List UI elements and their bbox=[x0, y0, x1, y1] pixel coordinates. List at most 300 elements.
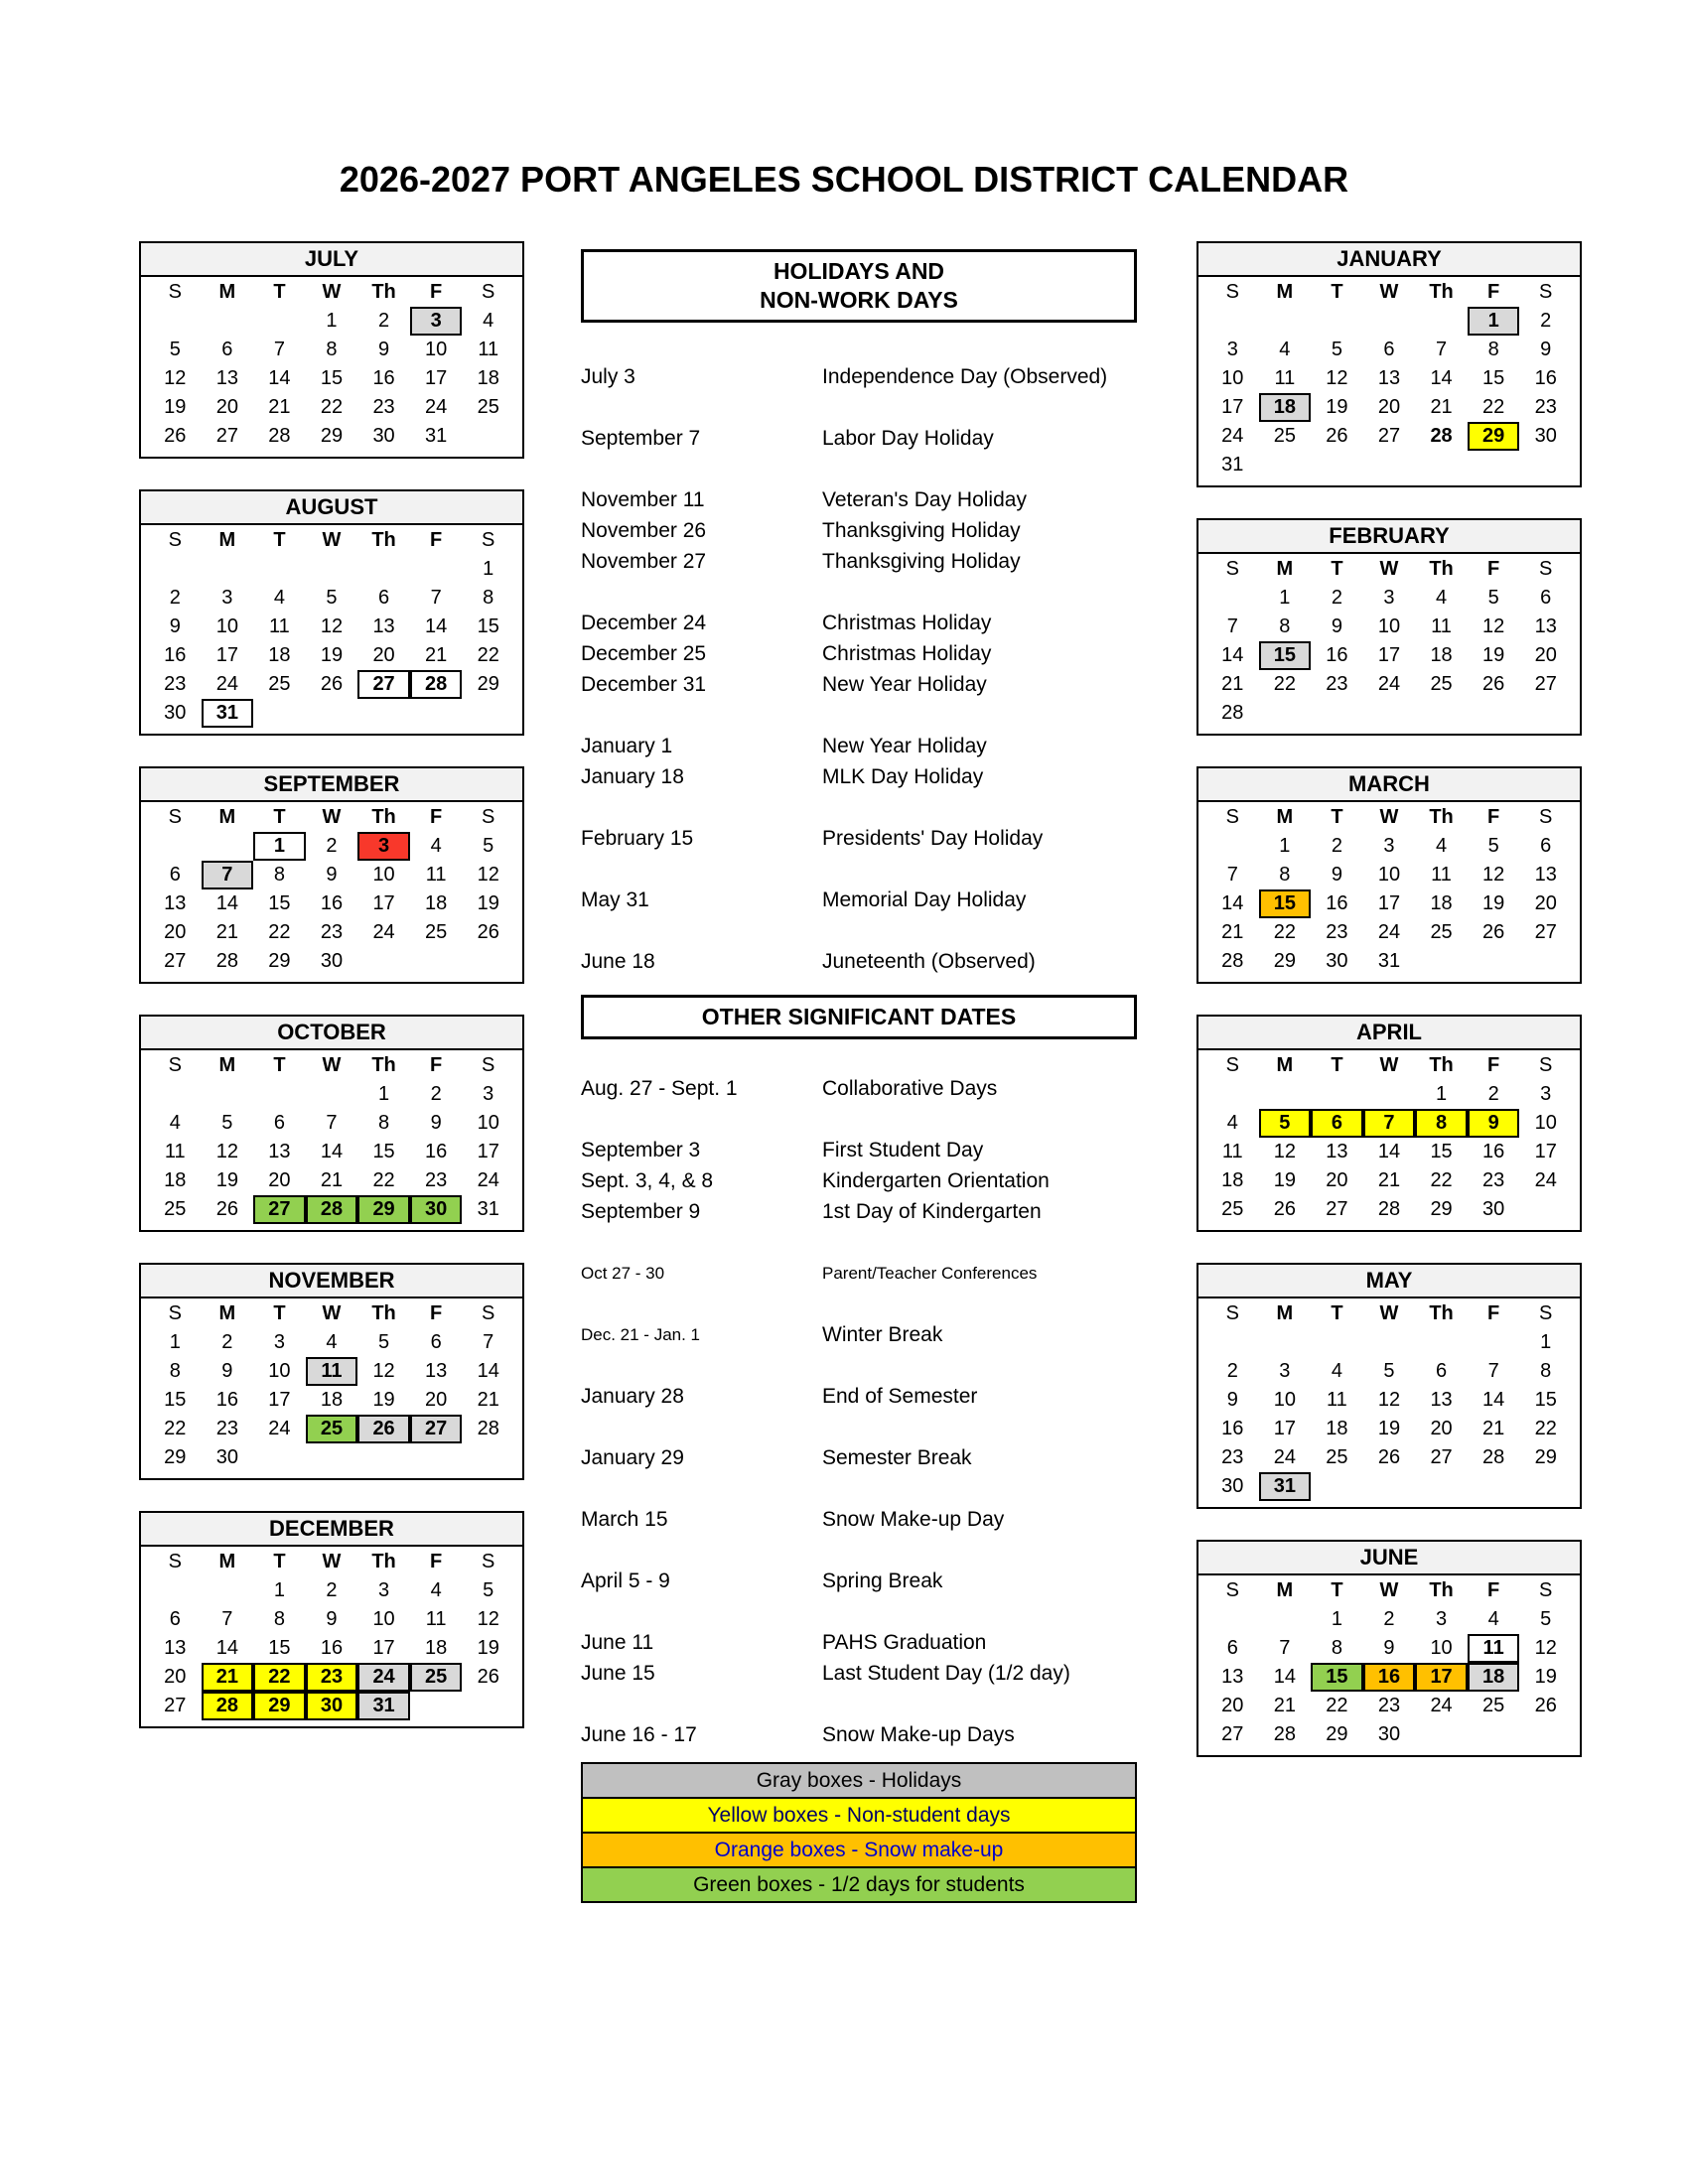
day-cell: 26 bbox=[477, 921, 499, 943]
day-cell: 2 bbox=[1331, 835, 1342, 857]
day-cell bbox=[1415, 1472, 1468, 1501]
week-row bbox=[149, 393, 514, 422]
legend bbox=[581, 1762, 1137, 1903]
weekday-label: W bbox=[1379, 806, 1399, 828]
day-cell bbox=[1468, 1328, 1520, 1357]
day-cell: 16 bbox=[320, 892, 344, 914]
week-row bbox=[149, 307, 514, 336]
weekday-label: W bbox=[322, 281, 342, 303]
day-cell: 20 bbox=[164, 1666, 187, 1688]
holiday-row bbox=[581, 515, 1137, 546]
weekday-label: S bbox=[168, 1551, 182, 1572]
weekday-label: S bbox=[1225, 1054, 1239, 1076]
day-cell: 28 bbox=[410, 670, 463, 699]
day-cell: 14 bbox=[215, 892, 238, 914]
day-cell bbox=[1259, 1080, 1312, 1109]
day-cell: 21 bbox=[320, 1169, 344, 1191]
date-text: November 11 bbox=[581, 487, 705, 511]
day-cell: 23 bbox=[425, 1169, 448, 1191]
day-cell: 2 bbox=[1540, 310, 1552, 332]
weekday-label: W bbox=[322, 1551, 342, 1572]
day-cell: 18 bbox=[164, 1169, 187, 1191]
day-cell: 23 bbox=[1326, 921, 1348, 943]
weekday-label: M bbox=[218, 806, 236, 828]
weekday-label: Th bbox=[371, 806, 396, 828]
date-text: May 31 bbox=[581, 887, 649, 911]
event-text: Last Student Day (1/2 day) bbox=[822, 1661, 1070, 1685]
day-cell: 25 bbox=[1221, 1198, 1244, 1220]
day-cell bbox=[306, 699, 358, 728]
day-cell: 3 bbox=[1279, 1360, 1291, 1382]
day-cell: 11 bbox=[425, 864, 447, 886]
day-cell: 21 bbox=[202, 1663, 254, 1692]
day-cell: 21 bbox=[425, 644, 448, 666]
day-cell: 24 bbox=[1430, 1695, 1453, 1716]
weekday-label: W bbox=[322, 806, 342, 828]
weekday-label: M bbox=[1276, 558, 1294, 580]
day-cell: 21 bbox=[1273, 1695, 1296, 1716]
day-cell bbox=[149, 832, 202, 861]
day-cell: 6 bbox=[221, 339, 233, 360]
day-cell: 11 bbox=[425, 1608, 447, 1630]
day-cell: 1 bbox=[1331, 1608, 1342, 1630]
day-cell: 15 bbox=[1534, 1389, 1557, 1411]
day-cell bbox=[1519, 451, 1572, 479]
month-may bbox=[1196, 1263, 1582, 1509]
day-cell: 6 bbox=[1540, 587, 1552, 609]
month-title: SEPTEMBER bbox=[141, 768, 522, 802]
list-gap bbox=[581, 1596, 1137, 1627]
day-cell: 3 bbox=[483, 1083, 494, 1105]
day-cell: 15 bbox=[320, 367, 344, 389]
day-cell: 8 bbox=[1331, 1637, 1342, 1659]
weekday-label: M bbox=[218, 529, 236, 551]
holiday-row bbox=[581, 608, 1137, 638]
day-cell: 30 bbox=[1221, 1475, 1244, 1497]
day-cell: 1 bbox=[169, 1331, 181, 1353]
left-month-column bbox=[139, 241, 524, 1759]
day-cell: 1 bbox=[273, 1579, 285, 1601]
event-text: New Year Holiday bbox=[822, 672, 987, 696]
day-cell bbox=[1519, 947, 1572, 976]
day-cell: 12 bbox=[1482, 615, 1505, 637]
day-cell: 28 bbox=[202, 1692, 254, 1720]
day-cell: 31 bbox=[357, 1692, 410, 1720]
week-row bbox=[149, 336, 514, 364]
day-cell: 23 bbox=[372, 396, 395, 418]
day-cell: 21 bbox=[1221, 673, 1244, 695]
day-cell: 15 bbox=[1430, 1141, 1453, 1162]
week-row bbox=[149, 1357, 514, 1386]
day-cell: 11 bbox=[1431, 615, 1452, 637]
day-cell: 19 bbox=[372, 1389, 395, 1411]
day-cell: 23 bbox=[1221, 1446, 1244, 1468]
week-row bbox=[1206, 1443, 1572, 1472]
day-cell: 26 bbox=[1482, 921, 1505, 943]
weekday-label: S bbox=[168, 1302, 182, 1324]
day-cell bbox=[1415, 307, 1468, 336]
day-cell: 14 bbox=[1221, 892, 1244, 914]
day-cell: 2 bbox=[169, 587, 181, 609]
day-cell: 1 bbox=[326, 310, 338, 332]
day-cell: 19 bbox=[215, 1169, 238, 1191]
day-cell: 5 bbox=[1331, 339, 1342, 360]
day-cell bbox=[357, 555, 410, 584]
day-cell: 6 bbox=[273, 1112, 285, 1134]
month-title: MARCH bbox=[1198, 768, 1580, 802]
date-text: January 1 bbox=[581, 734, 673, 757]
month-april bbox=[1196, 1015, 1582, 1232]
day-cell: 5 bbox=[1259, 1109, 1312, 1138]
day-cell: 15 bbox=[1259, 641, 1312, 670]
week-row bbox=[149, 1138, 514, 1166]
day-cell bbox=[1415, 1720, 1468, 1749]
weekday-header-row bbox=[149, 803, 514, 832]
weekday-label: W bbox=[1379, 1054, 1399, 1076]
day-cell: 30 bbox=[306, 1692, 358, 1720]
day-cell: 26 bbox=[1273, 1198, 1296, 1220]
weekday-label: S bbox=[168, 806, 182, 828]
weekday-header-row bbox=[149, 1051, 514, 1080]
event-text: Presidents' Day Holiday bbox=[822, 826, 1044, 850]
weekday-label: T bbox=[273, 281, 286, 303]
day-cell: 6 bbox=[1311, 1109, 1363, 1138]
day-cell: 27 bbox=[215, 425, 238, 447]
day-cell: 18 bbox=[1259, 393, 1312, 422]
weekday-label: F bbox=[430, 529, 443, 551]
weekday-label: W bbox=[1379, 1302, 1399, 1324]
week-row bbox=[1206, 1472, 1572, 1501]
day-cell: 29 bbox=[1430, 1198, 1453, 1220]
day-cell: 13 bbox=[425, 1360, 448, 1382]
day-cell: 11 bbox=[1327, 1389, 1347, 1411]
day-cell: 17 bbox=[425, 367, 448, 389]
day-cell: 29 bbox=[1468, 422, 1520, 451]
holiday-row bbox=[581, 546, 1137, 577]
day-cell: 19 bbox=[1377, 1418, 1401, 1439]
week-row bbox=[149, 832, 514, 861]
day-cell: 20 bbox=[268, 1169, 291, 1191]
day-cell bbox=[462, 699, 514, 728]
day-cell: 27 bbox=[1534, 673, 1557, 695]
significant-date-row bbox=[581, 1719, 1137, 1750]
weekday-label: Th bbox=[1429, 1054, 1454, 1076]
day-cell bbox=[1311, 1472, 1363, 1501]
day-cell: 30 bbox=[320, 950, 344, 972]
day-cell: 3 bbox=[1436, 1608, 1448, 1630]
day-cell: 20 bbox=[215, 396, 238, 418]
day-cell: 7 bbox=[202, 861, 254, 889]
week-row bbox=[149, 1166, 514, 1195]
day-cell: 21 bbox=[1482, 1418, 1505, 1439]
day-cell: 20 bbox=[425, 1389, 448, 1411]
day-cell: 25 bbox=[410, 1663, 463, 1692]
date-text: September 7 bbox=[581, 426, 701, 450]
significant-date-row bbox=[581, 1442, 1137, 1473]
day-cell: 23 bbox=[306, 1663, 358, 1692]
event-text: Christmas Holiday bbox=[822, 641, 992, 665]
day-cell: 30 bbox=[164, 702, 187, 724]
week-row bbox=[149, 555, 514, 584]
weekday-label: T bbox=[273, 1054, 286, 1076]
day-cell: 23 bbox=[1377, 1695, 1401, 1716]
month-title: JANUARY bbox=[1198, 243, 1580, 277]
day-cell: 17 bbox=[1221, 396, 1244, 418]
weekday-header-row bbox=[1206, 1576, 1572, 1605]
weekday-label: S bbox=[482, 1551, 495, 1572]
date-text: January 29 bbox=[581, 1445, 684, 1469]
month-grid bbox=[1198, 1575, 1580, 1755]
day-cell: 17 bbox=[477, 1141, 499, 1162]
day-cell: 1 bbox=[1279, 587, 1291, 609]
day-cell: 23 bbox=[1534, 396, 1557, 418]
day-cell bbox=[306, 555, 358, 584]
day-cell: 22 bbox=[1430, 1169, 1453, 1191]
event-text: PAHS Graduation bbox=[822, 1630, 987, 1654]
day-cell: 30 bbox=[215, 1446, 238, 1468]
holiday-row bbox=[581, 423, 1137, 454]
day-cell: 13 bbox=[1430, 1389, 1453, 1411]
day-cell bbox=[410, 1443, 463, 1472]
day-cell: 22 bbox=[164, 1418, 187, 1439]
weekday-label: S bbox=[168, 1054, 182, 1076]
day-cell: 19 bbox=[1326, 396, 1348, 418]
day-cell: 16 bbox=[164, 644, 187, 666]
day-cell: 13 bbox=[268, 1141, 291, 1162]
week-row bbox=[1206, 393, 1572, 422]
event-text: Snow Make-up Days bbox=[822, 1722, 1015, 1746]
weekday-label: T bbox=[1331, 1579, 1343, 1601]
day-cell: 7 bbox=[326, 1112, 338, 1134]
day-cell: 18 bbox=[268, 644, 291, 666]
week-row bbox=[1206, 1109, 1572, 1138]
day-cell: 6 bbox=[1383, 339, 1395, 360]
week-row bbox=[1206, 918, 1572, 947]
day-cell: 4 bbox=[1331, 1360, 1342, 1382]
day-cell: 4 bbox=[326, 1331, 338, 1353]
day-cell: 10 bbox=[477, 1112, 499, 1134]
day-cell bbox=[149, 307, 202, 336]
day-cell bbox=[410, 699, 463, 728]
event-text: Winter Break bbox=[822, 1322, 943, 1346]
date-text: December 24 bbox=[581, 611, 707, 634]
month-march bbox=[1196, 766, 1582, 984]
day-cell: 9 bbox=[378, 339, 390, 360]
day-cell: 10 bbox=[372, 1608, 395, 1630]
list-gap bbox=[581, 1535, 1137, 1566]
day-cell: 13 bbox=[1534, 615, 1557, 637]
event-text: Kindergarten Orientation bbox=[822, 1168, 1050, 1192]
day-cell: 3 bbox=[1383, 835, 1395, 857]
day-cell bbox=[1206, 307, 1259, 336]
day-cell: 4 bbox=[430, 835, 442, 857]
day-cell: 7 bbox=[221, 1608, 233, 1630]
day-cell: 4 bbox=[1487, 1608, 1499, 1630]
day-cell: 25 bbox=[268, 673, 291, 695]
day-cell: 14 bbox=[268, 367, 291, 389]
date-text: September 3 bbox=[581, 1138, 701, 1161]
day-cell: 14 bbox=[1377, 1141, 1401, 1162]
day-cell bbox=[149, 1080, 202, 1109]
weekday-header-row bbox=[149, 1299, 514, 1328]
weekday-label: M bbox=[218, 281, 236, 303]
event-text: MLK Day Holiday bbox=[822, 764, 984, 788]
day-cell: 24 bbox=[357, 1663, 410, 1692]
week-row bbox=[149, 1415, 514, 1443]
day-cell: 4 bbox=[430, 1579, 442, 1601]
weekday-label: Th bbox=[371, 529, 396, 551]
day-cell: 8 bbox=[326, 339, 338, 360]
day-cell bbox=[202, 1576, 254, 1605]
weekday-label: S bbox=[1539, 806, 1553, 828]
day-cell: 2 bbox=[326, 835, 338, 857]
list-gap bbox=[581, 392, 1137, 423]
weekday-label: S bbox=[482, 281, 495, 303]
day-cell: 8 bbox=[1279, 864, 1291, 886]
day-cell: 29 bbox=[164, 1446, 187, 1468]
day-cell bbox=[410, 947, 463, 976]
day-cell: 27 bbox=[1221, 1723, 1244, 1745]
day-cell: 17 bbox=[1273, 1418, 1296, 1439]
day-cell: 9 bbox=[1540, 339, 1552, 360]
day-cell: 5 bbox=[1383, 1360, 1395, 1382]
month-grid bbox=[1198, 277, 1580, 485]
weekday-label: S bbox=[1539, 558, 1553, 580]
weekday-label: Th bbox=[371, 281, 396, 303]
weekday-label: F bbox=[1487, 1302, 1500, 1324]
day-cell bbox=[1363, 699, 1416, 728]
day-cell: 18 bbox=[1430, 892, 1453, 914]
day-cell: 15 bbox=[268, 1637, 291, 1659]
day-cell bbox=[253, 307, 306, 336]
day-cell: 12 bbox=[164, 367, 187, 389]
day-cell bbox=[357, 1443, 410, 1472]
day-cell: 12 bbox=[1273, 1141, 1296, 1162]
date-text: Oct 27 - 30 bbox=[581, 1263, 665, 1283]
weekday-label: Th bbox=[371, 1302, 396, 1324]
day-cell: 5 bbox=[169, 339, 181, 360]
day-cell: 14 bbox=[1273, 1666, 1296, 1688]
list-gap bbox=[581, 854, 1137, 885]
day-cell: 10 bbox=[1430, 1637, 1453, 1659]
day-cell: 1 bbox=[378, 1083, 390, 1105]
day-cell: 22 bbox=[268, 921, 291, 943]
list-gap bbox=[581, 1289, 1137, 1319]
list-gap bbox=[581, 700, 1137, 731]
weekday-label: S bbox=[1539, 281, 1553, 303]
day-cell bbox=[462, 947, 514, 976]
week-row bbox=[149, 1109, 514, 1138]
month-june bbox=[1196, 1540, 1582, 1757]
day-cell: 28 bbox=[1221, 950, 1244, 972]
day-cell bbox=[1468, 451, 1520, 479]
day-cell: 25 bbox=[477, 396, 499, 418]
day-cell: 11 bbox=[1221, 1141, 1243, 1162]
day-cell: 19 bbox=[477, 892, 499, 914]
holiday-row bbox=[581, 638, 1137, 669]
day-cell: 2 bbox=[430, 1083, 442, 1105]
day-cell: 5 bbox=[326, 587, 338, 609]
month-title: JULY bbox=[141, 243, 522, 277]
day-cell: 22 bbox=[1326, 1695, 1348, 1716]
day-cell: 10 bbox=[1534, 1112, 1557, 1134]
day-cell bbox=[462, 1692, 514, 1720]
month-grid bbox=[1198, 802, 1580, 982]
significant-date-list bbox=[581, 1073, 1137, 1750]
day-cell: 13 bbox=[1534, 864, 1557, 886]
day-cell: 25 bbox=[1273, 425, 1296, 447]
week-row bbox=[1206, 336, 1572, 364]
month-grid bbox=[141, 525, 522, 734]
day-cell bbox=[253, 1080, 306, 1109]
week-row bbox=[1206, 1720, 1572, 1749]
weekday-label: S bbox=[1225, 558, 1239, 580]
day-cell: 24 bbox=[1377, 921, 1401, 943]
weekday-header-row bbox=[1206, 803, 1572, 832]
day-cell: 11 bbox=[269, 615, 290, 637]
day-cell: 31 bbox=[1377, 950, 1401, 972]
week-row bbox=[1206, 451, 1572, 479]
day-cell: 4 bbox=[1226, 1112, 1238, 1134]
week-row bbox=[1206, 307, 1572, 336]
day-cell: 12 bbox=[215, 1141, 238, 1162]
day-cell: 10 bbox=[425, 339, 448, 360]
weekday-label: F bbox=[1487, 1054, 1500, 1076]
day-cell: 26 bbox=[320, 673, 344, 695]
day-cell bbox=[1259, 451, 1312, 479]
day-cell: 6 bbox=[378, 587, 390, 609]
week-row bbox=[1206, 1166, 1572, 1195]
day-cell: 20 bbox=[1534, 644, 1557, 666]
holidays-section-header bbox=[581, 249, 1137, 323]
day-cell: 29 bbox=[477, 673, 499, 695]
day-cell: 26 bbox=[164, 425, 187, 447]
day-cell: 3 bbox=[221, 587, 233, 609]
day-cell: 24 bbox=[1534, 1169, 1557, 1191]
day-cell: 8 bbox=[273, 864, 285, 886]
weekday-label: F bbox=[1487, 558, 1500, 580]
day-cell: 14 bbox=[1482, 1389, 1505, 1411]
significant-date-row bbox=[581, 1504, 1137, 1535]
day-cell: 16 bbox=[372, 367, 395, 389]
weekday-label: Th bbox=[1429, 1579, 1454, 1601]
page-title: 2026-2027 PORT ANGELES SCHOOL DISTRICT CALENDAR bbox=[339, 159, 1349, 200]
weekday-label: F bbox=[1487, 281, 1500, 303]
day-cell: 18 bbox=[1221, 1169, 1244, 1191]
week-row bbox=[1206, 1138, 1572, 1166]
day-cell: 22 bbox=[1482, 396, 1505, 418]
day-cell: 6 bbox=[169, 1608, 181, 1630]
day-cell: 30 bbox=[372, 425, 395, 447]
weekday-header-row bbox=[1206, 278, 1572, 307]
list-gap bbox=[581, 1104, 1137, 1135]
list-gap bbox=[581, 1689, 1137, 1719]
day-cell: 23 bbox=[164, 673, 187, 695]
event-text: Independence Day (Observed) bbox=[822, 364, 1108, 388]
weekday-label: S bbox=[482, 1054, 495, 1076]
day-cell: 22 bbox=[1273, 673, 1296, 695]
weekday-label: T bbox=[273, 1302, 286, 1324]
legend-row: Gray boxes - Holidays bbox=[583, 1764, 1135, 1799]
day-cell: 9 bbox=[169, 615, 181, 637]
significant-date-row bbox=[581, 1165, 1137, 1196]
weekday-label: Th bbox=[371, 1551, 396, 1572]
day-cell: 29 bbox=[357, 1195, 410, 1224]
week-row bbox=[1206, 641, 1572, 670]
month-title: NOVEMBER bbox=[141, 1265, 522, 1298]
day-cell: 23 bbox=[1326, 673, 1348, 695]
day-cell: 12 bbox=[1377, 1389, 1401, 1411]
